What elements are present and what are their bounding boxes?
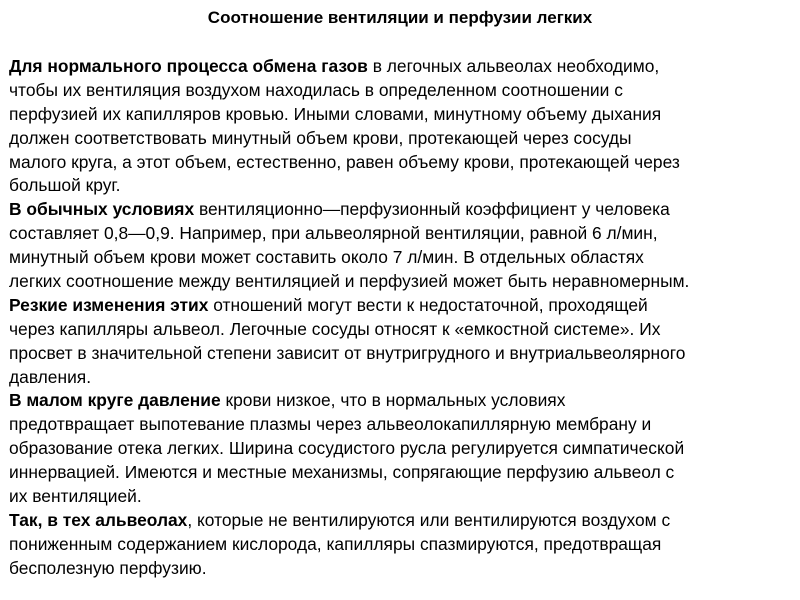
text-run: давления. xyxy=(9,366,92,387)
text-run: образование отека легких. Ширина сосудистого русла регулируется симпатической xyxy=(9,438,685,459)
text-run: перфузией их капилляров кровью. Иными словами, минутному объему дыхания xyxy=(9,103,662,124)
text-line xyxy=(9,437,791,461)
bold-phrase: Так, в тех альвеолах xyxy=(9,509,188,530)
text-run: , которые не вентилируются или вентилируются воздухом с xyxy=(187,509,671,530)
text-line xyxy=(9,294,791,318)
text-line xyxy=(9,389,791,413)
text-run: крови низкое, что в нормальных условиях xyxy=(220,390,566,411)
text-run: минутный объем крови может составить около 7 л/мин. В отдельных областях xyxy=(9,247,644,268)
text-line xyxy=(9,413,791,437)
text-run: в легочных альвеолах необходимо, xyxy=(367,56,660,76)
text-line xyxy=(9,318,791,342)
text-run: легких соотношение между вентиляцией и перфузией может быть неравномерным. xyxy=(9,271,690,292)
text-line xyxy=(9,509,791,533)
bold-phrase: В малом круге давление xyxy=(9,390,221,411)
text-run: иннервацией. Имеются и местные механизмы, сопрягающие перфузию альвеол с xyxy=(9,462,675,483)
text-line xyxy=(9,270,791,294)
text-line xyxy=(9,246,791,270)
text-run: через капилляры альвеол. Легочные сосуды относят к «емкостной системе». Их xyxy=(9,318,661,339)
text-run: большой круг. xyxy=(9,175,121,196)
text-line xyxy=(9,151,791,175)
bold-phrase: Для нормального процесса обмена газов xyxy=(9,56,368,76)
text-run: малого круга, а этот объем, естественно, равен объему крови, протекающей через xyxy=(9,151,680,172)
text-run: предотвращает выпотевание плазмы через альвеолокапиллярную мембрану и xyxy=(9,414,652,435)
bold-phrase: В обычных условиях xyxy=(9,199,195,220)
text-line xyxy=(9,533,791,557)
text-run: их вентиляцией. xyxy=(9,486,142,507)
text-line xyxy=(9,103,791,127)
text-line xyxy=(9,174,791,198)
text-run: составляет 0,8—0,9. Например, при альвеолярной вентиляции, равной 6 л/мин, xyxy=(9,223,658,244)
text-line xyxy=(9,198,791,222)
text-run: просвет в значительной степени зависит от внутригрудного и внутриальвеолярного xyxy=(9,342,686,363)
text-line xyxy=(9,461,791,485)
bold-phrase: Резкие изменения этих xyxy=(9,294,209,315)
text-line xyxy=(9,485,791,509)
text-line xyxy=(9,127,791,151)
body-text xyxy=(9,55,791,581)
text-line xyxy=(9,366,791,390)
text-line xyxy=(9,79,791,103)
text-run: отношений могут вести к недостаточной, проходящей xyxy=(208,294,648,315)
text-run: вентиляционно—перфузионный коэффициент у человека xyxy=(194,199,670,220)
text-run: должен соответствовать минутный объем крови, протекающей через сосуды xyxy=(9,127,632,148)
text-line xyxy=(9,55,791,79)
text-run: пониженным содержанием кислорода, капилляры спазмируются, предотвращая xyxy=(9,533,662,554)
text-run: чтобы их вентиляция воздухом находилась в определенном соотношении с xyxy=(9,79,623,100)
text-line xyxy=(9,342,791,366)
text-line xyxy=(9,557,791,581)
page-title: Соотношение вентиляции и перфузии легких xyxy=(207,8,593,27)
text-run: бесполезную перфузию. xyxy=(9,557,207,578)
text-line xyxy=(9,222,791,246)
